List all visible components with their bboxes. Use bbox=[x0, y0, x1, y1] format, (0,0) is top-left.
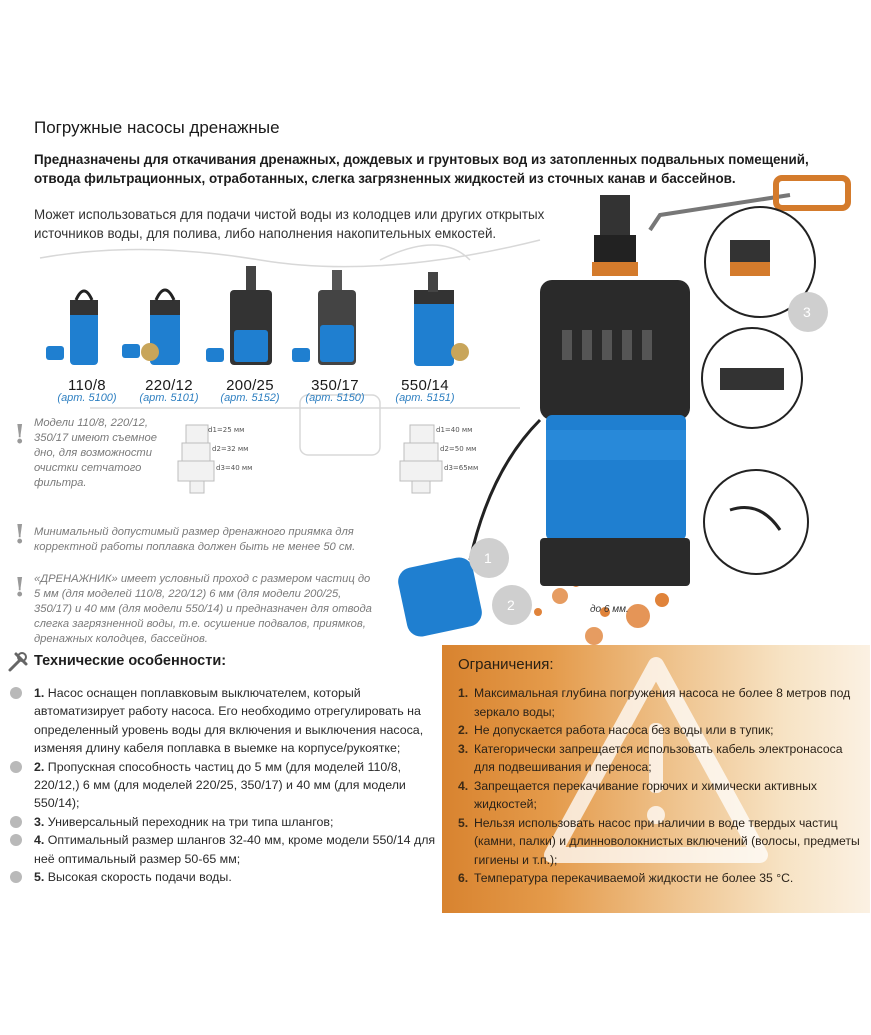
model-name: 220/12 bbox=[145, 377, 193, 394]
bullet-icon bbox=[10, 761, 22, 773]
particle-size-caption: до 6 мм. bbox=[590, 604, 629, 615]
main-pump bbox=[396, 195, 690, 639]
adapter-large bbox=[400, 425, 442, 493]
adapter-large-d2: d2=50 мм bbox=[440, 445, 477, 453]
model-article: (арт. 5100) bbox=[57, 392, 117, 404]
usage-text: Может использоваться для подачи чистой воды из колодцев или других открытых источников воды, для полива, либо наполнения накопительных емкостей. bbox=[34, 207, 545, 241]
list-item: 1. Насос оснащен поплавковым выключателем, который автоматизирует работу насоса. Его необходимо отрегулировать на определенный уровень воды для включения и выключения насоса, изменяя длину кабеля поплавка в выемке на корпусе/рукоятке; bbox=[10, 684, 442, 758]
list-item: 2. Пропускная способность частиц до 5 мм (для моделей 110/8, 220/12,) 6 мм (для моделей 220/25, 350/17) и 40 мм (для модели 550/14); bbox=[10, 758, 442, 813]
small-pump-200-25 bbox=[206, 266, 272, 365]
model-200-25 bbox=[210, 377, 290, 404]
model-550-14 bbox=[385, 377, 465, 404]
model-article: (арт. 5150) bbox=[305, 392, 365, 404]
bullet-icon bbox=[10, 816, 22, 828]
model-name: 350/17 bbox=[311, 377, 359, 394]
adapter-large-d1: d1=40 мм bbox=[436, 426, 473, 434]
model-220-12 bbox=[129, 377, 209, 404]
list-item: 1. Максимальная глубина погружения насоса не более 8 метров под зеркало воды; bbox=[458, 686, 851, 719]
note-pit-size: Минимальный допустимый размер дренажного приямка для корректной работы поплавка должен быть не менее 50 см. bbox=[34, 526, 356, 553]
model-110-8 bbox=[47, 377, 127, 404]
small-pump-350-17 bbox=[292, 270, 356, 365]
exclamation-icon: ! bbox=[14, 573, 26, 603]
limits-title: Ограничения: bbox=[458, 656, 554, 673]
model-article: (арт. 5152) bbox=[220, 392, 280, 404]
limits-list bbox=[458, 684, 863, 888]
callout-3: 3 bbox=[803, 304, 811, 320]
wrench-icon bbox=[6, 650, 30, 674]
bullet-icon bbox=[10, 871, 22, 883]
adapter-small-d1: d1=25 мм bbox=[208, 426, 245, 434]
model-article: (арт. 5151) bbox=[395, 392, 455, 404]
bullet-icon bbox=[10, 834, 22, 846]
model-name: 110/8 bbox=[68, 377, 106, 394]
list-item: 3. Категорически запрещается использовать кабель электронасоса для подвешивания и переноса; bbox=[458, 741, 843, 774]
list-item: 5. Нельзя использовать насос при наличии в воде твердых частиц (камни, палки) и длинноволокнистых включений (волосы, предметы гигиены и т.п.); bbox=[458, 815, 860, 867]
list-item: 6. Температура перекачиваемой жидкости не более 35 °С. bbox=[458, 871, 794, 885]
small-pump-220-12 bbox=[122, 290, 180, 365]
model-350-17 bbox=[295, 377, 375, 404]
list-item: 2. Не допускается работа насоса без воды или в тупик; bbox=[458, 723, 774, 737]
exclamation-icon: ! bbox=[14, 420, 26, 450]
small-pump-110-8 bbox=[46, 291, 98, 365]
tech-list bbox=[10, 684, 442, 886]
list-item: 5. Высокая скорость подачи воды. bbox=[10, 868, 442, 886]
page-title: Погружные насосы дренажные bbox=[34, 118, 280, 137]
purpose-text: Предназначены для откачивания дренажных, дождевых и грунтовых вод из затопленных подвальных помещений, отвода фильтрационных, отработанных, слегка загрязненных жидкостей из сточных канав и бассейнов. bbox=[34, 152, 809, 186]
note-particle-pass: «ДРЕНАЖНИК» имеет условный проход с размером частиц до 5 мм (для моделей 110/8, 220/12) 6 мм (для модели 200/25, 350/17) и 40 мм (для модели 550/14) и предназначен для отвода слегка загрязненной воды, т.е. осушение подвалов, приямков, дренажных колодцев, бассейнов. bbox=[34, 573, 372, 645]
model-name: 550/14 bbox=[401, 377, 449, 394]
list-item: 4. Оптимальный размер шлангов 32-40 мм, кроме модели 550/14 для неё оптимальный размер 50-65 мм; bbox=[10, 831, 442, 868]
adapter-small-d3: d3=40 мм bbox=[216, 464, 253, 472]
model-article: (арт. 5101) bbox=[139, 392, 199, 404]
model-name: 200/25 bbox=[226, 377, 274, 394]
small-pump-550-14 bbox=[414, 272, 469, 366]
tech-title: Технические особенности: bbox=[34, 653, 227, 669]
adapter-small bbox=[178, 425, 214, 493]
bullet-icon bbox=[10, 687, 22, 699]
note-removable-bottom: Модели 110/8, 220/12, 350/17 имеют съемное дно, для возможности очистки сетчатого фильтра. bbox=[34, 417, 157, 489]
callout-1: 1 bbox=[484, 550, 492, 566]
callout-2: 2 bbox=[507, 597, 515, 613]
list-item: 3. Универсальный переходник на три типа шлангов; bbox=[10, 813, 442, 831]
adapter-large-d3: d3=65мм bbox=[444, 464, 479, 472]
adapter-small-d2: d2=32 мм bbox=[212, 445, 249, 453]
list-item: 4. Запрещается перекачивание горючих и химически активных жидкостей; bbox=[458, 778, 817, 811]
exclamation-icon: ! bbox=[14, 520, 26, 550]
